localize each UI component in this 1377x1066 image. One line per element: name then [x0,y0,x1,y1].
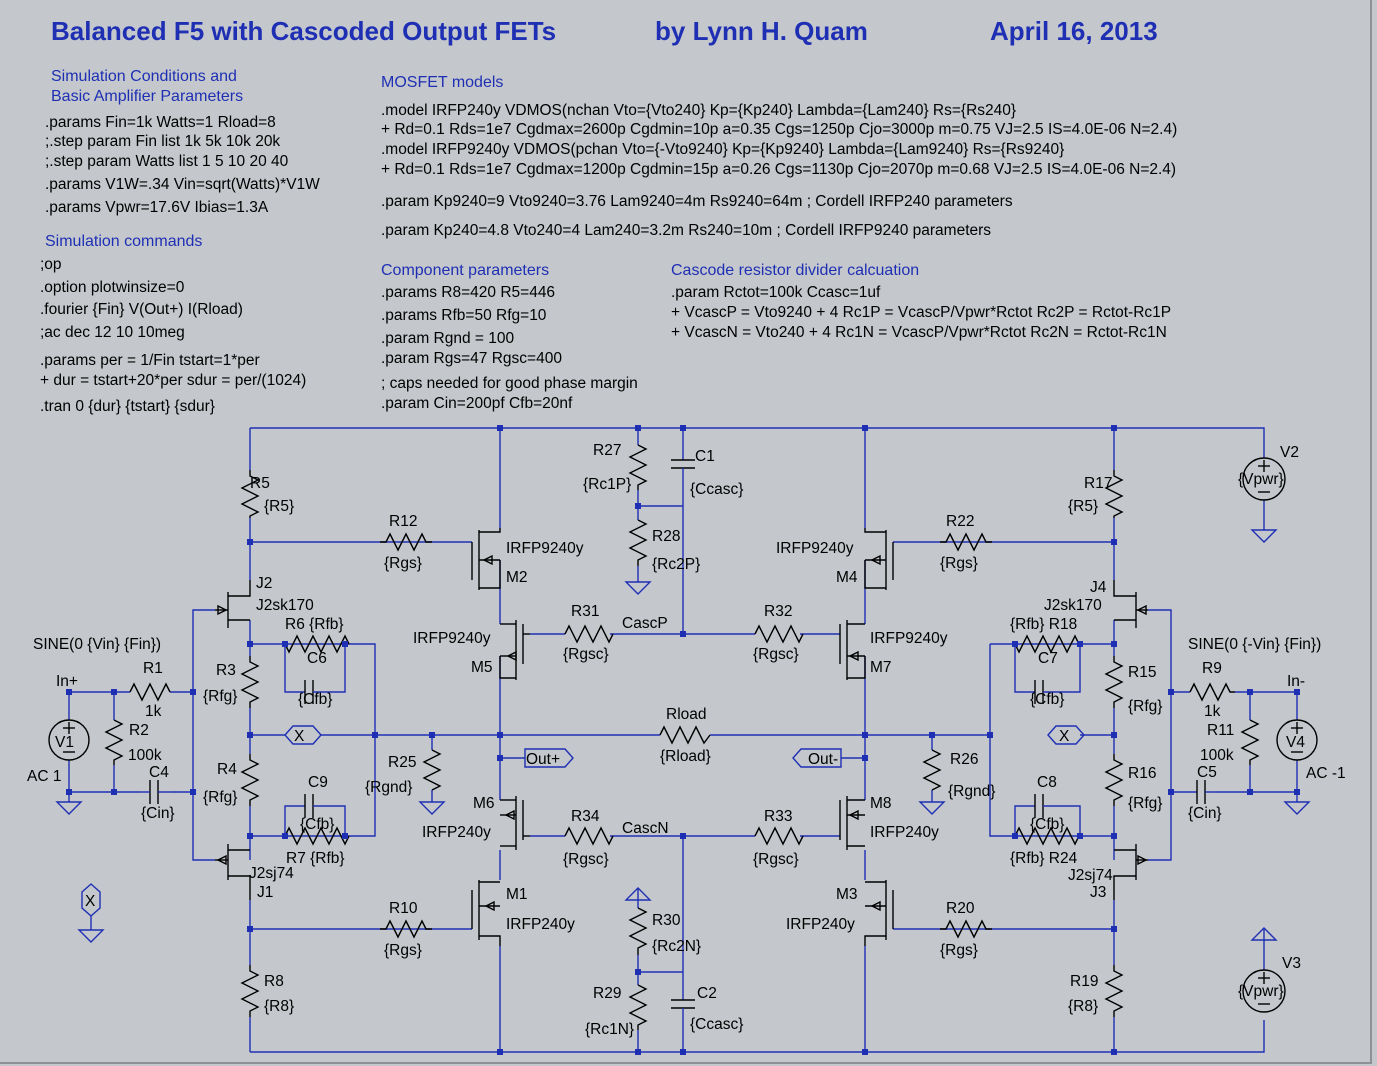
sim-commands-heading: Simulation commands [45,233,203,250]
junction-dot [1111,926,1117,932]
junction-dot [680,631,686,637]
net-flag-x-right-label: X [1059,728,1070,745]
junction-dot [1111,732,1117,738]
component-label: V1 [55,734,74,751]
ground-icon [79,930,103,942]
component-label: IRFP240y [422,824,491,841]
mosfet-m2 [472,528,500,590]
component-label: {Cfb} [300,816,335,833]
junction-dot [497,425,503,431]
component-label: R17 [1084,475,1113,492]
component-label: M3 [836,886,858,903]
author: by Lynn H. Quam [655,16,868,46]
component-label: R10 [389,900,418,917]
resistor-r25 [424,750,440,790]
component-label: {Cfb} [1030,691,1065,708]
component-label: In+ [56,673,78,690]
junction-dot [429,732,435,738]
component-label: R9 [1202,660,1222,677]
ground-icon [1285,802,1309,814]
junction-dot [497,755,503,761]
component-label: {Rc1N} [585,1021,635,1038]
net-flag-out-plus-label: Out+ [526,751,561,768]
component-label: R25 [388,754,417,771]
component-label: C5 [1197,764,1217,781]
jfet-j3 [1114,844,1148,900]
component-label: {Rgs} [940,555,978,572]
wires [69,428,1297,1052]
component-label: {Rgs} [940,942,978,959]
component-label: M8 [870,795,892,812]
resistor-r28 [630,520,646,566]
date: April 16, 2013 [990,16,1158,46]
capacitor-c1 [671,460,695,476]
ground-icon [57,802,81,814]
component-label: {Rgnd} [365,779,413,796]
ground-icon [1252,530,1276,542]
component-params-lines [381,284,638,412]
resistor-r9 [1190,684,1235,700]
junction-dot [680,833,686,839]
mosfet-m5 [500,620,530,680]
sim-commands-line: + dur = tstart+20*per sdur = per/(1024) [40,372,307,389]
mosfet-models-line: .param Kp240=4.8 Vto240=4 Lam240=3.2m Rs240=10m ; Cordell IRFP9240 parameters [381,222,992,239]
resistor-r30 [630,908,646,955]
mosfet-models-lines [381,102,1177,239]
junction-dot [247,926,253,932]
component-label: R29 [593,985,622,1002]
component-label: {Rgsc} [753,646,799,663]
cascode-calc-line: .param Rctot=100k Ccasc=1uf [671,284,881,301]
component-label: M5 [471,659,493,676]
component-label: R20 [946,900,975,917]
component-label: R7 {Rfb} [286,850,345,867]
component-label: R19 [1070,973,1099,990]
sim-conditions-line: .params V1W=.34 Vin=sqrt(Watts)*V1W [45,176,320,193]
junction-dot [247,732,253,738]
component-label: J2sj74 [1068,867,1113,884]
component-label: IRFP9240y [506,540,584,557]
junction-dot [111,789,117,795]
component-label: R28 [652,528,681,545]
mosfet-models-line: + Rd=0.1 Rds=1e7 Cgdmax=1200p Cgdmin=15p a=0.26 Cgs=1130p Cjo=2070p m=0.68 VJ=2.5 IS=4.0E-06 N=2.4) [381,161,1177,178]
sim-commands-line: .params per = 1/Fin tstart=1*per [40,352,260,369]
mosfet-models-line: .model IRFP9240y VDMOS(pchan Vto={-Vto9240} Kp={Kp9240} Lambda={Lam9240} Rs={Rs9240} [381,141,1065,158]
component-label: CascN [622,820,669,837]
component-label: J2sj74 [249,865,294,882]
component-label: {Rc2P} [652,556,701,573]
component-label: R31 [571,603,600,620]
mosfet-m4 [865,528,893,590]
component-label: IRFP240y [870,824,939,841]
title: Balanced F5 with Cascoded Output FETs [51,16,557,46]
component-label: {Cfb} [298,691,333,708]
component-label: {Cfb} [1030,816,1065,833]
mosfet-models-line: .param Kp9240=9 Vto9240=3.76 Lam9240=4m Rs9240=64m ; Cordell IRFP240 parameters [381,193,1013,210]
component-label: {Rgsc} [753,851,799,868]
component-label: J1 [257,884,274,901]
junction-dot [1111,641,1117,647]
component-label: R3 [216,662,236,679]
component-label: IRFP9240y [776,540,854,557]
sim-conditions-line: .params Fin=1k Watts=1 Rload=8 [45,114,276,131]
resistor-r8 [242,965,258,1017]
junction-dot [1247,689,1253,695]
junction-dot [1077,641,1083,647]
junction-dot [635,503,641,509]
sim-commands-line: .tran 0 {dur} {tstart} {sdur} [40,398,215,415]
component-label: V2 [1280,444,1299,461]
junction-dot [1168,789,1174,795]
component-label: R8 [264,973,284,990]
component-label: J2sk170 [1044,597,1102,614]
component-label: R2 [129,722,149,739]
component-params-line: .params Rfb=50 Rfg=10 [381,307,547,324]
component-params-line: .params R8=420 R5=446 [381,284,556,301]
component-label: M6 [473,795,495,812]
resistor-r34 [565,828,613,844]
junction-dot [680,425,686,431]
jfet-j4 [1114,580,1148,628]
junction-dot [1012,833,1018,839]
junction-dot [1111,425,1117,431]
component-label: SINE(0 {-Vin} {Fin}) [1188,636,1322,653]
junction-dot [1247,789,1253,795]
resistor-r26 [924,750,940,790]
component-label: R1 [143,660,163,677]
component-label: IRFP240y [786,916,855,933]
sim-commands-line: .option plotwinsize=0 [40,279,185,296]
component-label: 1k [145,703,162,720]
resistor-r15 [1106,656,1122,708]
junction-dot [929,732,935,738]
sim-commands-lines [40,256,306,415]
component-label: R22 [946,513,975,530]
component-label: 100k [128,747,162,764]
component-params-line: .param Rgs=47 Rgsc=400 [381,350,562,367]
jfet-j1 [215,844,250,900]
component-label: {Ccasc} [690,481,744,498]
component-label: J4 [1090,579,1107,596]
junction-dot [1077,833,1083,839]
component-label: AC 1 [27,768,62,785]
junction-dot [680,1049,686,1055]
capacitor-c4 [140,780,170,804]
component-params-line: ; caps needed for good phase margin [381,375,638,392]
component-label: M7 [870,659,892,676]
junction-dot [635,425,641,431]
junction-dot [987,732,993,738]
junction-dot [247,641,253,647]
component-label: {Rfb} R18 [1010,616,1078,633]
junction-dot [862,425,868,431]
component-label: {Rfg} [203,688,238,705]
component-label: {Rfg} [203,789,238,806]
ground-icon [920,802,944,814]
component-label: IRFP240y [506,916,575,933]
component-label: {Rfb} R24 [1010,850,1078,867]
component-label: {Rgs} [384,555,422,572]
component-label: R16 [1128,765,1157,782]
component-label: R27 [593,442,622,459]
resistor-rload [660,727,710,743]
component-label: {Rfg} [1128,795,1163,812]
component-label: J3 [1090,884,1107,901]
component-label: C8 [1037,774,1057,791]
resistor-r3 [242,656,258,708]
resistor-r33 [755,828,803,844]
junction-dot [342,833,348,839]
junction-dot [1111,539,1117,545]
component-label: {Cin} [1188,805,1222,822]
junction-dot [342,641,348,647]
component-label: {Rgsc} [563,851,609,868]
component-label: R5 [250,475,270,492]
resistor-r4 [242,754,258,806]
resistor-r1 [130,684,170,700]
component-params-heading: Component parameters [381,262,550,279]
component-label: {Rgsc} [563,646,609,663]
mosfet-m1 [472,880,500,946]
component-params-line: .param Cin=200pf Cfb=20nf [381,395,573,412]
component-label: V4 [1286,734,1305,751]
cascode-calc-heading: Cascode resistor divider calcuation [671,262,920,279]
component-label: {Rc2N} [652,938,702,955]
component-label: R12 [389,513,418,530]
component-label: R11 [1207,722,1235,739]
component-label: R34 [571,808,600,825]
component-label: IRFP9240y [870,630,948,647]
sim-commands-line: ;ac dec 12 10 10meg [40,324,185,341]
component-label: C1 [695,448,715,465]
junction-dot [1111,833,1117,839]
mosfet-models-heading: MOSFET models [381,74,504,91]
net-flag-x-ground-label: X [85,893,96,910]
component-label: M4 [836,569,858,586]
junction-dot [1168,689,1174,695]
mosfet-models-line: .model IRFP240y VDMOS(nchan Vto={Vto240} Kp={Kp240} Lambda={Lam240} Rs={Rs240} [381,102,1017,119]
capacitor-c2 [671,1000,695,1012]
component-label: AC -1 [1306,765,1346,782]
component-label: V3 [1282,955,1301,972]
component-label: C9 [308,774,328,791]
component-label: R33 [764,808,793,825]
component-label: {Cin} [141,805,175,822]
component-label: {Vpwr} [1238,983,1284,1000]
mosfet-m3 [865,880,893,946]
mosfet-m7 [840,620,865,680]
junction-dot [372,732,378,738]
cascode-calc-line: + VcascP = Vto9240 + 4 Rc1P = VcascP/Vpwr*Rctot Rc2P = Rctot-Rc1P [671,304,1172,321]
component-label: R4 [217,761,237,778]
cascode-calc-line: + VcascN = Vto240 + 4 Rc1N = VcascP/Vpwr*Rctot Rc2N = Rctot-Rc1N [671,324,1167,341]
junction-dot [1294,789,1300,795]
junction-dot [282,833,288,839]
mosfet-models-line: + Rd=0.1 Rds=1e7 Cgdmax=2600p Cgdmin=10p a=0.35 Cgs=1250p Cjo=3000p m=0.75 VJ=2.5 IS=4.0E-06 N=2.4) [381,121,1178,138]
resistor-r11 [1242,720,1258,765]
capacitor-c5 [1197,780,1215,804]
junction-dot [190,689,196,695]
sim-conditions-line: .params Vpwr=17.6V Ibias=1.3A [45,199,269,216]
component-label: {Rgnd} [948,783,996,800]
sim-conditions-line: ;.step param Fin list 1k 5k 10k 20k [45,133,281,150]
component-label: {Rload} [660,748,711,765]
junction-dot [635,969,641,975]
component-label: {Vpwr} [1238,471,1284,488]
sim-conditions-line: ;.step param Watts list 1 5 10 20 40 [45,153,289,170]
ground-icon [420,802,444,814]
component-label: {R8} [1068,998,1099,1015]
resistor-r16 [1106,754,1122,806]
junction-dot [862,755,868,761]
junction-dot [1012,641,1018,647]
component-label: CascP [622,615,668,632]
net-flag-x-left-label: X [294,728,305,745]
resistor-r32 [755,626,803,642]
net-flag-out-minus-label: Out- [808,751,839,768]
junction-dot [190,789,196,795]
ground-icon [626,582,650,594]
resistor-r19 [1106,965,1122,1017]
component-label: C7 [1038,650,1058,667]
junction-dot [247,833,253,839]
component-label: {Rgs} [384,942,422,959]
component-label: R30 [652,912,681,929]
junction-dot [862,732,868,738]
component-label: C4 [149,764,169,781]
sim-conditions-heading-2: Basic Amplifier Parameters [51,88,244,105]
cascode-calc-lines [671,284,1171,341]
junction-dot [1111,1049,1117,1055]
component-label: SINE(0 {Vin} {Fin}) [33,636,162,653]
jfet-j2 [215,580,250,628]
component-label: J2 [256,575,273,592]
junction-dot [247,539,253,545]
junction-dot [111,689,117,695]
resistor-r31 [565,626,613,642]
component-label: {Rc1P} [583,476,632,493]
component-label: {R5} [1068,498,1099,515]
sim-commands-line: ;op [40,256,62,273]
component-label: J2sk170 [256,597,314,614]
component-label: Rload [666,706,707,723]
component-label: M1 [506,886,528,903]
mosfet-m6 [500,796,530,850]
sim-conditions-heading-1: Simulation Conditions and [51,68,237,85]
sim-conditions-lines [45,114,320,216]
sim-commands-line: .fourier {Fin} V(Out+) I(Rload) [40,301,243,318]
junction-dot [282,641,288,647]
mosfet-m8 [840,796,865,850]
component-label: C2 [697,985,717,1002]
component-label: IRFP9240y [413,630,491,647]
component-label: 100k [1200,747,1234,764]
component-label: M2 [506,569,528,586]
component-params-line: .param Rgnd = 100 [381,330,515,347]
component-label: R26 [950,751,979,768]
junction-dot [497,1049,503,1055]
jfets [215,580,1148,900]
component-label: R15 [1128,664,1157,681]
component-label: R6 {Rfb} [285,616,344,633]
resistor-r27 [630,445,646,490]
component-label: {Rfg} [1128,698,1163,715]
junction-dot [635,1049,641,1055]
junction-dot [497,732,503,738]
component-label: 1k [1204,703,1221,720]
component-label: R32 [764,603,793,620]
junction-dot [66,789,72,795]
component-label: C6 [307,650,327,667]
component-label: In- [1287,673,1306,690]
junction-dot [862,1049,868,1055]
component-label: {R5} [264,498,295,515]
component-label: {R8} [264,998,295,1015]
component-label: {Ccasc} [690,1016,744,1033]
resistor-r2 [106,720,122,765]
